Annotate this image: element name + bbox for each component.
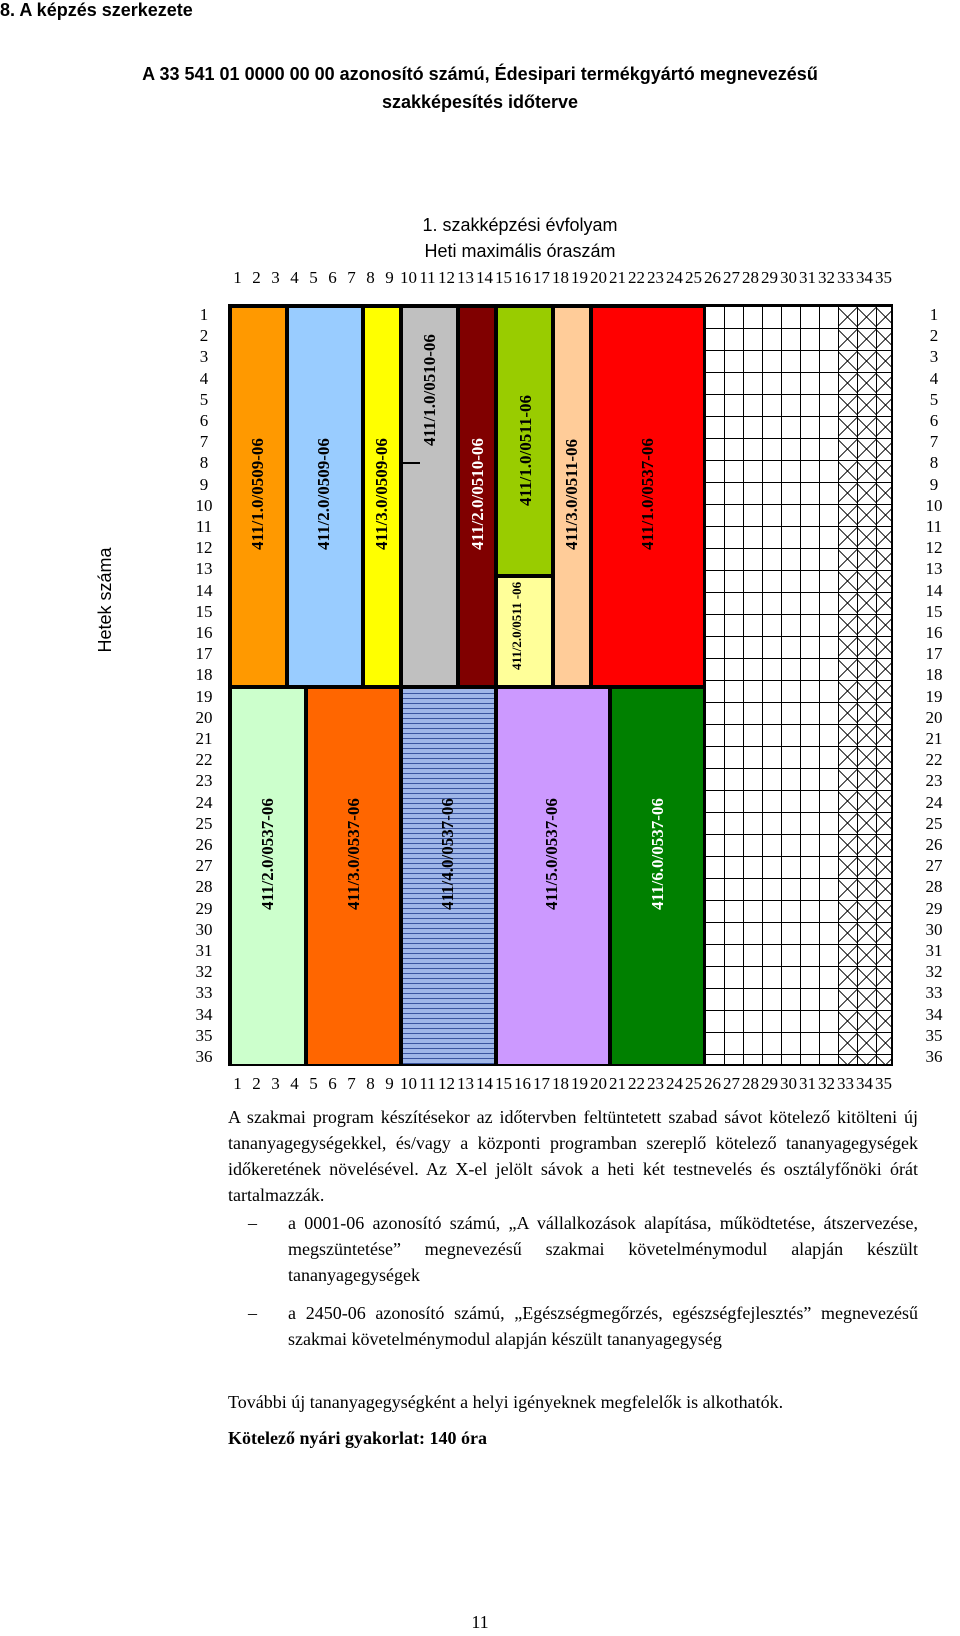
column-number: 12 — [438, 1074, 455, 1093]
list-item-text: a 2450-06 azonosító számú, „Egészségmegőrzés, egészségfejlesztés” megnevezésű szakmai követelménymodul alapján készült tananyagegység — [288, 1303, 918, 1349]
week-number: 23 — [195, 771, 213, 791]
column-number: 20 — [590, 268, 607, 287]
week-number: 21 — [195, 729, 213, 748]
column-number: 33 — [837, 1074, 854, 1093]
column-number: 34 — [856, 268, 873, 287]
year-header — [420, 212, 620, 264]
column-number: 16 — [514, 1074, 531, 1093]
week-number: 13 — [925, 559, 943, 579]
column-number: 30 — [780, 268, 797, 287]
column-number: 4 — [290, 268, 299, 287]
y-axis-label: Hetek száma — [95, 547, 115, 653]
week-number: 20 — [195, 707, 213, 727]
column-number: 14 — [476, 268, 493, 287]
column-number: 30 — [780, 1074, 797, 1093]
week-number: 2 — [929, 326, 939, 346]
column-number: 27 — [723, 268, 740, 287]
week-number: 35 — [925, 1025, 943, 1045]
week-number: 24 — [195, 792, 213, 812]
column-number: 33 — [837, 268, 854, 287]
week-number: 31 — [195, 941, 213, 960]
week-number: 13 — [195, 559, 213, 579]
explanation-paragraph: A szakmai program készítésekor az időtervben feltüntetett szabad sávot kötelező kitölteni új tananyagegységekkel, és/vagy a központi programban szereplő kötelező tananyagegységek időkeretének növelésével. Az X-el jelölt sávok a heti két testnevelés és osztályfőnöki órát tartalmazzák. — [228, 1107, 918, 1205]
week-number: 22 — [195, 750, 213, 770]
column-number: 2 — [252, 268, 261, 287]
label-411-3-0509: 411/3.0/0509-06 — [372, 438, 391, 550]
week-number: 32 — [195, 962, 213, 982]
column-number: 15 — [495, 1074, 512, 1093]
column-number: 31 — [799, 268, 816, 287]
week-number: 6 — [199, 411, 209, 430]
column-number: 4 — [290, 1074, 299, 1093]
week-number: 4 — [929, 368, 939, 388]
label-411-2-0511: 411/2.0/0511 -06 — [509, 581, 524, 670]
week-number: 5 — [929, 389, 939, 409]
column-number: 8 — [366, 1074, 375, 1093]
column-number: 7 — [347, 1074, 356, 1093]
label-411-1-0511: 411/1.0/0511-06 — [516, 395, 535, 506]
week-number: 6 — [929, 411, 939, 430]
label-411-4-0537: 411/4.0/0537-06 — [438, 798, 457, 910]
week-number: 32 — [925, 962, 943, 982]
week-number: 22 — [925, 750, 943, 770]
week-number: 10 — [925, 495, 943, 515]
column-number: 35 — [875, 268, 892, 287]
year-line-1: 1. szakképzési évfolyam — [422, 215, 618, 235]
column-number: 6 — [328, 268, 337, 287]
column-number: 21 — [609, 268, 626, 287]
column-number: 19 — [571, 268, 588, 287]
column-number: 34 — [856, 1074, 873, 1093]
document-title: A 33 541 01 0000 00 00 azonosító számú, Édesipari termékgyártó megnevezésű szakképesítés időterve — [142, 64, 818, 112]
x-marked-band — [838, 306, 893, 1066]
week-number: 26 — [925, 835, 943, 854]
week-number: 3 — [929, 347, 939, 367]
column-number: 8 — [366, 268, 375, 287]
column-number: 23 — [647, 268, 664, 287]
week-number: 34 — [925, 1004, 943, 1024]
column-number: 12 — [438, 268, 455, 287]
week-number: 24 — [925, 792, 943, 812]
column-number: 21 — [609, 1074, 626, 1093]
week-number: 4 — [199, 368, 209, 388]
week-number: 25 — [925, 813, 943, 833]
week-number: 29 — [195, 898, 213, 918]
column-number: 13 — [457, 268, 474, 287]
list-item-text: a 0001-06 azonosító számú, „A vállalkozások alapítása, működtetése, átszervezése, megszüntetése” megnevezésű szakmai követelménymodul alapján készült tananyagegységek — [288, 1213, 918, 1285]
week-number: 20 — [925, 707, 943, 727]
block-411-2-0510 — [401, 462, 420, 687]
summer-practice: Kötelező nyári gyakorlat: 140 óra — [228, 1428, 487, 1448]
column-number: 35 — [875, 1074, 892, 1093]
week-number: 26 — [195, 835, 213, 854]
explanation-text — [228, 1104, 918, 1214]
week-number: 7 — [199, 432, 209, 452]
column-number: 10 — [400, 268, 417, 287]
week-number: 30 — [195, 919, 213, 939]
week-number: 27 — [925, 856, 943, 876]
label-411-1-0510: 411/1.0/0510-06 — [420, 334, 439, 446]
column-number: 25 — [685, 1074, 702, 1093]
week-number: 18 — [195, 665, 213, 685]
column-number: 29 — [761, 1074, 778, 1093]
column-number: 1 — [233, 1074, 242, 1093]
week-number: 12 — [925, 538, 943, 558]
column-number: 26 — [704, 1074, 721, 1093]
column-number: 25 — [685, 268, 702, 287]
week-number: 23 — [925, 771, 943, 791]
column-number: 3 — [271, 268, 280, 287]
week-number: 29 — [925, 898, 943, 918]
column-number: 11 — [419, 268, 436, 287]
label-411-6-0537: 411/6.0/0537-06 — [648, 798, 667, 910]
column-number: 24 — [666, 268, 683, 287]
week-number: 9 — [199, 474, 209, 494]
week-number: 17 — [925, 644, 943, 664]
week-number: 12 — [195, 538, 213, 558]
column-number: 32 — [818, 1074, 835, 1093]
column-number: 20 — [590, 1074, 607, 1093]
note-text: További új tananyagegységként a helyi igényeknek megfelelők is alkothatók. — [228, 1392, 784, 1412]
week-number: 31 — [925, 941, 943, 960]
label-411-2-0510: 411/2.0/0510-06 — [468, 438, 487, 550]
column-number: 15 — [495, 268, 512, 287]
week-number: 21 — [925, 729, 943, 748]
week-number: 14 — [195, 580, 213, 600]
column-number: 29 — [761, 268, 778, 287]
week-number: 15 — [195, 601, 213, 621]
column-number: 9 — [385, 1074, 394, 1093]
column-number: 27 — [723, 1074, 740, 1093]
week-number: 8 — [199, 453, 209, 473]
column-number: 22 — [628, 1074, 645, 1093]
week-number: 16 — [925, 623, 943, 642]
list-item — [248, 1210, 918, 1288]
week-number: 5 — [199, 389, 209, 409]
column-number: 18 — [552, 268, 569, 287]
column-number: 28 — [742, 268, 759, 287]
label-411-1-0537: 411/1.0/0537-06 — [638, 438, 657, 550]
label-411-1-0509: 411/1.0/0509-06 — [248, 438, 267, 550]
week-number: 36 — [195, 1047, 213, 1066]
column-number: 5 — [309, 1074, 318, 1093]
label-411-5-0537: 411/5.0/0537-06 — [542, 798, 561, 910]
week-number: 17 — [195, 644, 213, 664]
week-number: 28 — [195, 877, 213, 897]
column-number: 7 — [347, 268, 356, 287]
column-number: 2 — [252, 1074, 261, 1093]
column-number: 3 — [271, 1074, 280, 1093]
week-number: 34 — [195, 1004, 213, 1024]
week-number: 3 — [199, 347, 209, 367]
week-number: 36 — [925, 1047, 943, 1066]
week-number: 10 — [195, 495, 213, 515]
label-411-2-0509: 411/2.0/0509-06 — [314, 438, 333, 550]
column-number: 11 — [419, 1074, 436, 1093]
week-number: 15 — [925, 601, 943, 621]
page-number: 11 — [471, 1612, 489, 1632]
column-number: 13 — [457, 1074, 474, 1093]
column-number: 17 — [533, 1074, 550, 1093]
week-number: 2 — [199, 326, 209, 346]
week-number: 1 — [199, 305, 209, 324]
label-411-3-0511: 411/3.0/0511-06 — [562, 439, 581, 550]
week-number: 30 — [925, 919, 943, 939]
week-number: 33 — [925, 983, 943, 1003]
column-number: 6 — [328, 1074, 337, 1093]
column-number: 17 — [533, 268, 550, 287]
column-number: 18 — [552, 1074, 569, 1093]
week-number: 27 — [195, 856, 213, 876]
label-411-2-0537: 411/2.0/0537-06 — [258, 798, 277, 910]
column-number: 9 — [385, 268, 394, 287]
week-number: 35 — [195, 1025, 213, 1045]
week-number: 9 — [929, 474, 939, 494]
list-dash: – — [248, 1303, 257, 1323]
week-number: 1 — [929, 305, 939, 324]
column-number: 28 — [742, 1074, 759, 1093]
week-number: 25 — [195, 813, 213, 833]
column-number: 1 — [233, 268, 242, 287]
column-number: 32 — [818, 268, 835, 287]
column-number: 26 — [704, 268, 721, 287]
week-number: 18 — [925, 665, 943, 685]
free-band — [705, 306, 838, 1066]
week-number: 14 — [925, 580, 943, 600]
week-number: 19 — [925, 686, 943, 706]
week-number: 19 — [195, 686, 213, 706]
column-number: 19 — [571, 1074, 588, 1093]
year-line-2: Heti maximális óraszám — [424, 241, 616, 261]
week-number: 8 — [929, 453, 939, 473]
week-number: 11 — [925, 517, 943, 536]
timetable-grid — [228, 304, 893, 1066]
week-number: 28 — [925, 877, 943, 897]
column-number: 31 — [799, 1074, 816, 1093]
week-number: 16 — [195, 623, 213, 642]
column-number: 24 — [666, 1074, 683, 1093]
column-number: 5 — [309, 268, 318, 287]
column-number: 10 — [400, 1074, 417, 1093]
list-dash: – — [248, 1213, 257, 1233]
section-heading: 8. A képzés szerkezete — [0, 0, 193, 20]
column-number: 23 — [647, 1074, 664, 1093]
column-number: 22 — [628, 268, 645, 287]
column-number: 16 — [514, 268, 531, 287]
week-number: 11 — [195, 517, 213, 536]
label-411-3-0537: 411/3.0/0537-06 — [344, 798, 363, 910]
column-number: 14 — [476, 1074, 493, 1093]
list-item — [248, 1300, 918, 1352]
week-number: 33 — [195, 983, 213, 1003]
week-number: 7 — [929, 432, 939, 452]
